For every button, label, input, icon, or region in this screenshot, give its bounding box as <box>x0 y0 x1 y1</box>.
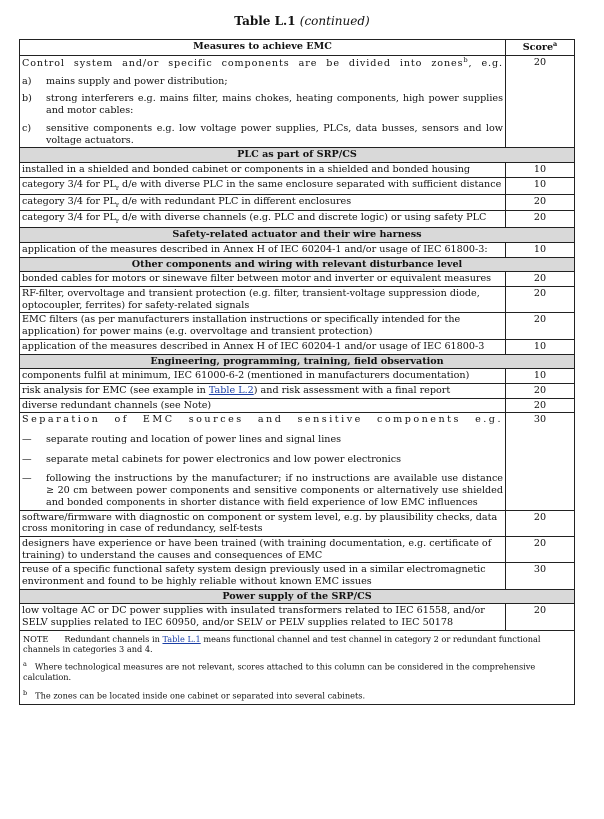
score-cell: 20 <box>506 383 575 398</box>
score-cell: 20 <box>506 55 575 147</box>
measure-cell: RF-filter, overvoltage and transient protection (e.g. filter, transient-voltage suppression diode, optocoupler, ferrites) for safety-related signals <box>20 287 506 313</box>
table-title-suffix: (continued) <box>299 14 370 28</box>
section-heading-row <box>20 257 575 272</box>
score-cell: 20 <box>506 313 575 339</box>
section-heading-wiring: Other components and wiring with relevant disturbance level <box>20 257 575 272</box>
list-item: a) mains supply and power distribution; <box>22 75 228 87</box>
table-row <box>20 287 575 313</box>
section-heading-engineering: Engineering, programming, training, field observation <box>20 354 575 369</box>
measure-cell: components fulfil at minimum, IEC 61000-6-2 (mentioned in manufacturers documentation) <box>20 369 506 384</box>
measure-cell: EMC filters (as per manufacturers installation instructions or specifically intended for the application) for power mains (e.g. overvoltage and transient protection) <box>20 313 506 339</box>
measure-cell: installed in a shielded and bonded cabinet or components in a shielded and bonded housing <box>20 163 506 178</box>
footnote-a: $^a$ Where technological measures are not relevant, scores attached to this column can be considered in the comprehensive calculation. <box>23 660 536 683</box>
score-cell: 30 <box>506 563 575 589</box>
measure-cell: application of the measures described in Annex H of IEC 60204-1 and/or usage of IEC 61800-3 <box>20 339 506 354</box>
footnote-b: $^b$ The zones can be located inside one cabinet or separated into several cabinets. <box>23 688 366 701</box>
header-score: Score$^a$ <box>506 40 575 56</box>
measure-cell: software/firmware with diagnostic on component or system level, e.g. by plausibility checks, data cross monitoring in case of redundancy, self-tests <box>20 510 506 536</box>
score-cell: 30 <box>506 413 575 510</box>
table-row <box>20 163 575 178</box>
table-l2-link[interactable]: Table L.2 <box>208 384 254 396</box>
measure-cell: diverse redundant channels (see Note) <box>20 398 506 413</box>
list-item: — following the instructions by the manufacturer; if no instructions are available use distance ≥ 20 cm between power components and sensitive components or alternatively use shielded and bonded components in shorter distance with field experience of low EMC influences <box>22 473 503 508</box>
emc-measures-table <box>19 39 575 705</box>
score-cell: 10 <box>506 242 575 257</box>
table-row <box>20 563 575 589</box>
table-row <box>20 194 575 211</box>
score-cell: 10 <box>506 339 575 354</box>
table-row <box>20 313 575 339</box>
table-row <box>20 339 575 354</box>
score-cell: 20 <box>506 272 575 287</box>
score-cell: 20 <box>506 194 575 211</box>
measure-cell: bonded cables for motors or sinewave filter between motor and inverter or equivalent measures <box>20 272 506 287</box>
notes-row <box>20 630 575 704</box>
separation-intro: Separation of EMC sources and sensitive components e.g. <box>22 414 503 426</box>
score-cell: 10 <box>506 177 575 194</box>
list-item: c) sensitive components e.g. low voltage power supplies, PLCs, data busses, sensors and low voltage actuators. <box>22 122 503 146</box>
table-row <box>20 272 575 287</box>
table-row <box>20 510 575 536</box>
section-heading-power: Power supply of the SRP/CS <box>20 589 575 604</box>
notes-cell <box>20 630 575 704</box>
list-item: — separate routing and location of power lines and signal lines <box>22 434 342 446</box>
table-row <box>20 55 575 147</box>
score-cell: 20 <box>506 604 575 630</box>
table-row <box>20 398 575 413</box>
table-row <box>20 177 575 194</box>
zones-intro: Control system and/or specific components are be divided into zones$^b$, e.g. <box>22 55 503 70</box>
table-row <box>20 369 575 384</box>
table-l1-link[interactable]: Table L.1 <box>162 633 201 644</box>
section-heading-row <box>20 228 575 243</box>
table-row <box>20 604 575 630</box>
measure-cell: designers have experience or have been trained (with training documentation, e.g. certificate of training) to understand the causes and consequences of EMC <box>20 536 506 562</box>
list-item: b) strong interferers e.g. mains filter, mains chokes, heating components, high power supplies and motor cables: <box>22 93 503 117</box>
section-heading-row <box>20 354 575 369</box>
score-cell: 20 <box>506 398 575 413</box>
section-heading-row <box>20 148 575 163</box>
measure-cell: reuse of a specific functional safety system design previously used in a similar electromagnetic environment and found to be highly reliable without known EMC issues <box>20 563 506 589</box>
list-item: — separate metal cabinets for power electronics and low power electronics <box>22 453 402 465</box>
section-heading-plc: PLC as part of SRP/CS <box>20 148 575 163</box>
zones-cell <box>20 55 506 147</box>
header-measures: Measures to achieve EMC <box>20 40 506 56</box>
note: NOTE Redundant channels in Table L.1 means functional channel and test channel in category 2 or redundant functional channels in categories 3 and 4. <box>23 633 541 655</box>
measure-cell: category 3/4 for $PL_r$ d/e with redundant PLC in different enclosures <box>20 194 506 211</box>
table-row <box>20 242 575 257</box>
table-title <box>0 14 604 28</box>
table-header-row <box>20 40 575 56</box>
separation-cell <box>20 413 506 510</box>
measure-cell: category 3/4 for $PL_r$ d/e with diverse PLC in the same enclosure separated with sufficient distance <box>20 177 506 194</box>
score-cell: 20 <box>506 510 575 536</box>
score-cell: 10 <box>506 163 575 178</box>
section-heading-actuator: Safety-related actuator and their wire harness <box>20 228 575 243</box>
table-row <box>20 413 575 510</box>
table-title-label: Table L.1 <box>234 14 296 28</box>
measure-cell: application of the measures described in Annex H of IEC 60204-1 and/or usage of IEC 61800-3: <box>20 242 506 257</box>
measure-cell: risk analysis for EMC (see example in Table L.2) and risk assessment with a final report <box>20 383 506 398</box>
score-cell: 20 <box>506 536 575 562</box>
measure-cell: low voltage AC or DC power supplies with insulated transformers related to IEC 61558, and/or SELV supplies related to IEC 60950, and/or SELV or PELV supplies related to IEC 50178 <box>20 604 506 630</box>
score-cell: 20 <box>506 211 575 228</box>
table-row <box>20 536 575 562</box>
table-row <box>20 383 575 398</box>
measure-cell: category 3/4 for $PL_r$ d/e with diverse channels (e.g. PLC and discrete logic) or using safety PLC <box>20 211 506 228</box>
score-cell: 10 <box>506 369 575 384</box>
table-row <box>20 211 575 228</box>
score-cell: 20 <box>506 287 575 313</box>
section-heading-row <box>20 589 575 604</box>
